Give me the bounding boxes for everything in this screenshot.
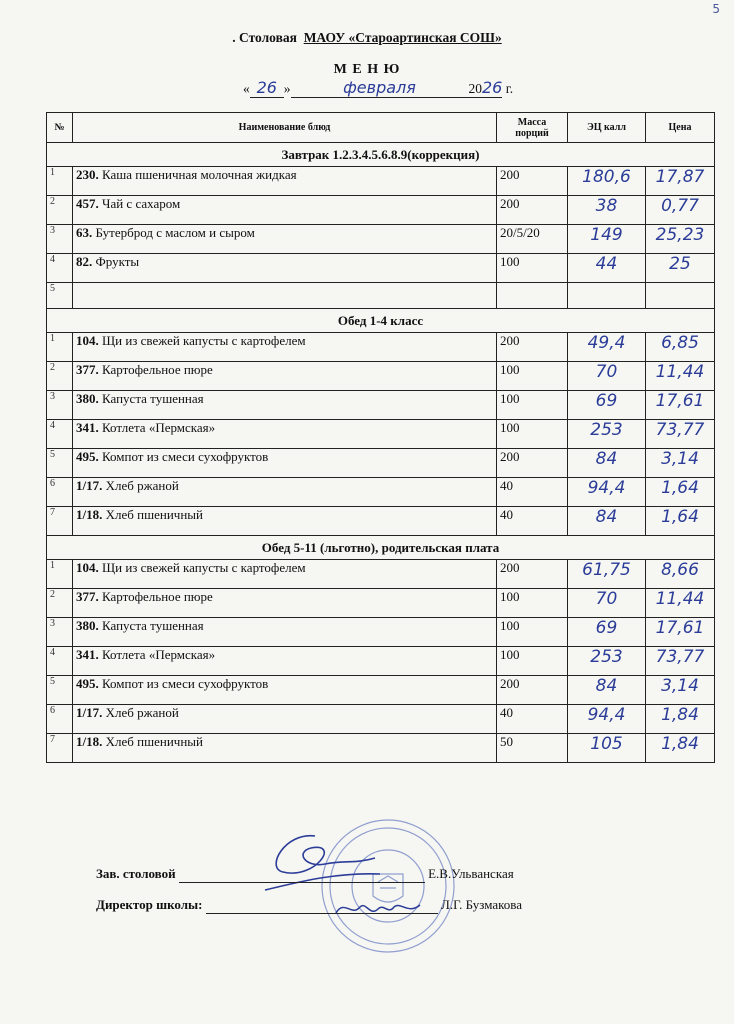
price: 6,85 [646, 333, 715, 362]
header-mass: Масса порций [497, 113, 568, 143]
table-row [47, 225, 715, 254]
price: 11,44 [646, 589, 715, 618]
price: 25,23 [646, 225, 715, 254]
table-row [47, 478, 715, 507]
dish-name: Компот из смеси сухофруктов [102, 449, 269, 464]
table-row [47, 283, 715, 309]
row-number: 7 [47, 507, 73, 536]
portion-mass: 200 [497, 196, 568, 225]
portion-mass: 40 [497, 478, 568, 507]
dish-code: 341. [76, 647, 99, 662]
date-year-suffix: 26 [482, 78, 503, 97]
price: 11,44 [646, 362, 715, 391]
price: 8,66 [646, 560, 715, 589]
row-number: 1 [47, 333, 73, 362]
dish-cell [73, 560, 497, 589]
dish-code: 82. [76, 254, 93, 269]
price: 17,61 [646, 618, 715, 647]
calories: 69 [568, 391, 646, 420]
date-year [469, 78, 503, 98]
dish-code: 63. [76, 225, 93, 240]
dish-cell [73, 507, 497, 536]
dish-code: 1/18. [76, 507, 103, 522]
calories: 94,4 [568, 705, 646, 734]
row-number: 3 [47, 225, 73, 254]
table-row [47, 196, 715, 225]
dish-cell [73, 618, 497, 647]
date-year-end: г. [502, 81, 514, 96]
dish-name: Хлеб пшеничный [105, 507, 203, 522]
calories [568, 283, 646, 309]
calories: 84 [568, 676, 646, 705]
calories: 94,4 [568, 478, 646, 507]
portion-mass: 40 [497, 507, 568, 536]
dish-name: Щи из свежей капусты с картофелем [102, 333, 306, 348]
dish-cell [73, 705, 497, 734]
calories: 105 [568, 734, 646, 763]
header-num: № [47, 113, 73, 143]
calories: 253 [568, 647, 646, 676]
dish-cell [73, 676, 497, 705]
price: 17,87 [646, 167, 715, 196]
price [646, 283, 715, 309]
calories: 253 [568, 420, 646, 449]
portion-mass: 100 [497, 362, 568, 391]
dish-code: 495. [76, 449, 99, 464]
dish-cell [73, 589, 497, 618]
date-quote-close: » [283, 81, 291, 96]
dish-cell [73, 225, 497, 254]
dish-code: 1/17. [76, 478, 103, 493]
row-number: 5 [47, 676, 73, 705]
dish-code: 1/18. [76, 734, 103, 749]
dish-code: 230. [76, 167, 99, 182]
dish-name: Хлеб ржаной [105, 705, 179, 720]
calories: 70 [568, 589, 646, 618]
calories: 84 [568, 449, 646, 478]
section-row [47, 536, 715, 560]
section-title: Обед 5-11 (льготно), родительская плата [47, 536, 715, 560]
table-row [47, 560, 715, 589]
row-number: 4 [47, 420, 73, 449]
manager-label: Зав. столовой [96, 866, 176, 881]
section-title: Обед 1-4 класс [47, 309, 715, 333]
portion-mass: 200 [497, 167, 568, 196]
canteen-prefix: . Столовая [232, 30, 297, 45]
menu-date [243, 78, 513, 98]
school-name: МАОУ «Староартинская СОШ» [303, 30, 502, 45]
dish-name: Каша пшеничная молочная жидкая [102, 167, 297, 182]
dish-cell [73, 647, 497, 676]
price: 73,77 [646, 420, 715, 449]
price: 1,64 [646, 507, 715, 536]
calories: 44 [568, 254, 646, 283]
header-kcal: ЭЦ калл [568, 113, 646, 143]
dish-cell [73, 734, 497, 763]
table-header-row [47, 113, 715, 143]
dish-name: Котлета «Пермская» [102, 647, 216, 662]
dish-code: 341. [76, 420, 99, 435]
price: 3,14 [646, 449, 715, 478]
dish-code: 104. [76, 560, 99, 575]
row-number: 3 [47, 391, 73, 420]
dish-cell [73, 283, 497, 309]
table-row [47, 333, 715, 362]
dish-cell [73, 449, 497, 478]
row-number: 1 [47, 560, 73, 589]
dish-cell [73, 362, 497, 391]
portion-mass: 200 [497, 676, 568, 705]
canteen-title [0, 30, 734, 46]
manager-signature [245, 828, 385, 898]
dish-code: 495. [76, 676, 99, 691]
portion-mass: 100 [497, 647, 568, 676]
table-row [47, 254, 715, 283]
table-row [47, 449, 715, 478]
table-row [47, 589, 715, 618]
dish-code: 377. [76, 362, 99, 377]
dish-name: Хлеб ржаной [105, 478, 179, 493]
dish-code: 104. [76, 333, 99, 348]
row-number: 2 [47, 362, 73, 391]
calories: 38 [568, 196, 646, 225]
table-row [47, 618, 715, 647]
price: 73,77 [646, 647, 715, 676]
portion-mass: 100 [497, 254, 568, 283]
portion-mass: 40 [497, 705, 568, 734]
portion-mass: 200 [497, 333, 568, 362]
row-number: 2 [47, 589, 73, 618]
portion-mass: 50 [497, 734, 568, 763]
dish-name: Бутерброд с маслом и сыром [95, 225, 255, 240]
dish-code: 1/17. [76, 705, 103, 720]
calories: 69 [568, 618, 646, 647]
dish-name: Компот из смеси сухофруктов [102, 676, 269, 691]
section-row [47, 309, 715, 333]
portion-mass: 200 [497, 560, 568, 589]
date-month: февраля [291, 78, 469, 98]
row-number: 4 [47, 647, 73, 676]
dish-cell [73, 333, 497, 362]
table-row [47, 676, 715, 705]
dish-cell [73, 420, 497, 449]
table-row [47, 647, 715, 676]
calories: 49,4 [568, 333, 646, 362]
date-quote-open: « [243, 81, 250, 96]
portion-mass: 100 [497, 391, 568, 420]
table-row [47, 420, 715, 449]
dish-cell [73, 254, 497, 283]
price: 1,64 [646, 478, 715, 507]
section-title: Завтрак 1.2.3.4.5.6.8.9(коррекция) [47, 143, 715, 167]
table-row [47, 507, 715, 536]
menu-table [46, 112, 715, 763]
director-name: Л.Г. Бузмакова [441, 897, 523, 912]
dish-cell [73, 391, 497, 420]
row-number: 6 [47, 705, 73, 734]
portion-mass: 20/5/20 [497, 225, 568, 254]
price: 0,77 [646, 196, 715, 225]
table-row [47, 391, 715, 420]
director-signature-line [96, 897, 522, 914]
date-year-prefix: 20 [468, 81, 482, 96]
calories: 149 [568, 225, 646, 254]
dish-name: Картофельное пюре [102, 362, 213, 377]
dish-name: Картофельное пюре [102, 589, 213, 604]
dish-name: Хлеб пшеничный [105, 734, 203, 749]
dish-code: 380. [76, 391, 99, 406]
dish-name: Капуста тушенная [102, 391, 204, 406]
portion-mass: 100 [497, 420, 568, 449]
dish-name: Щи из свежей капусты с картофелем [102, 560, 306, 575]
portion-mass: 200 [497, 449, 568, 478]
menu-title: М Е Н Ю [333, 62, 401, 77]
dish-cell [73, 167, 497, 196]
price: 25 [646, 254, 715, 283]
price: 1,84 [646, 734, 715, 763]
price: 3,14 [646, 676, 715, 705]
header-name: Наименование блюд [73, 113, 497, 143]
price: 1,84 [646, 705, 715, 734]
calories: 180,6 [568, 167, 646, 196]
dish-name: Чай с сахаром [102, 196, 181, 211]
table-row [47, 705, 715, 734]
dish-code: 457. [76, 196, 99, 211]
header-price: Цена [646, 113, 715, 143]
table-row [47, 734, 715, 763]
page-number: 5 [712, 2, 720, 16]
section-row [47, 143, 715, 167]
dish-cell [73, 478, 497, 507]
row-number: 7 [47, 734, 73, 763]
price: 17,61 [646, 391, 715, 420]
portion-mass: 100 [497, 618, 568, 647]
calories: 61,75 [568, 560, 646, 589]
row-number: 6 [47, 478, 73, 507]
row-number: 4 [47, 254, 73, 283]
dish-code: 377. [76, 589, 99, 604]
calories: 84 [568, 507, 646, 536]
portion-mass [497, 283, 568, 309]
table-row [47, 167, 715, 196]
portion-mass: 100 [497, 589, 568, 618]
row-number: 5 [47, 283, 73, 309]
dish-cell [73, 196, 497, 225]
director-label: Директор школы: [96, 897, 203, 912]
dish-name: Капуста тушенная [102, 618, 204, 633]
dish-name: Фрукты [95, 254, 140, 269]
date-day: 26 [250, 78, 284, 98]
row-number: 1 [47, 167, 73, 196]
row-number: 2 [47, 196, 73, 225]
table-row [47, 362, 715, 391]
dish-code: 380. [76, 618, 99, 633]
dish-name: Котлета «Пермская» [102, 420, 216, 435]
calories: 70 [568, 362, 646, 391]
row-number: 3 [47, 618, 73, 647]
row-number: 5 [47, 449, 73, 478]
manager-name: Е.В.Ульванская [428, 866, 514, 881]
manager-signature-line [96, 866, 514, 883]
